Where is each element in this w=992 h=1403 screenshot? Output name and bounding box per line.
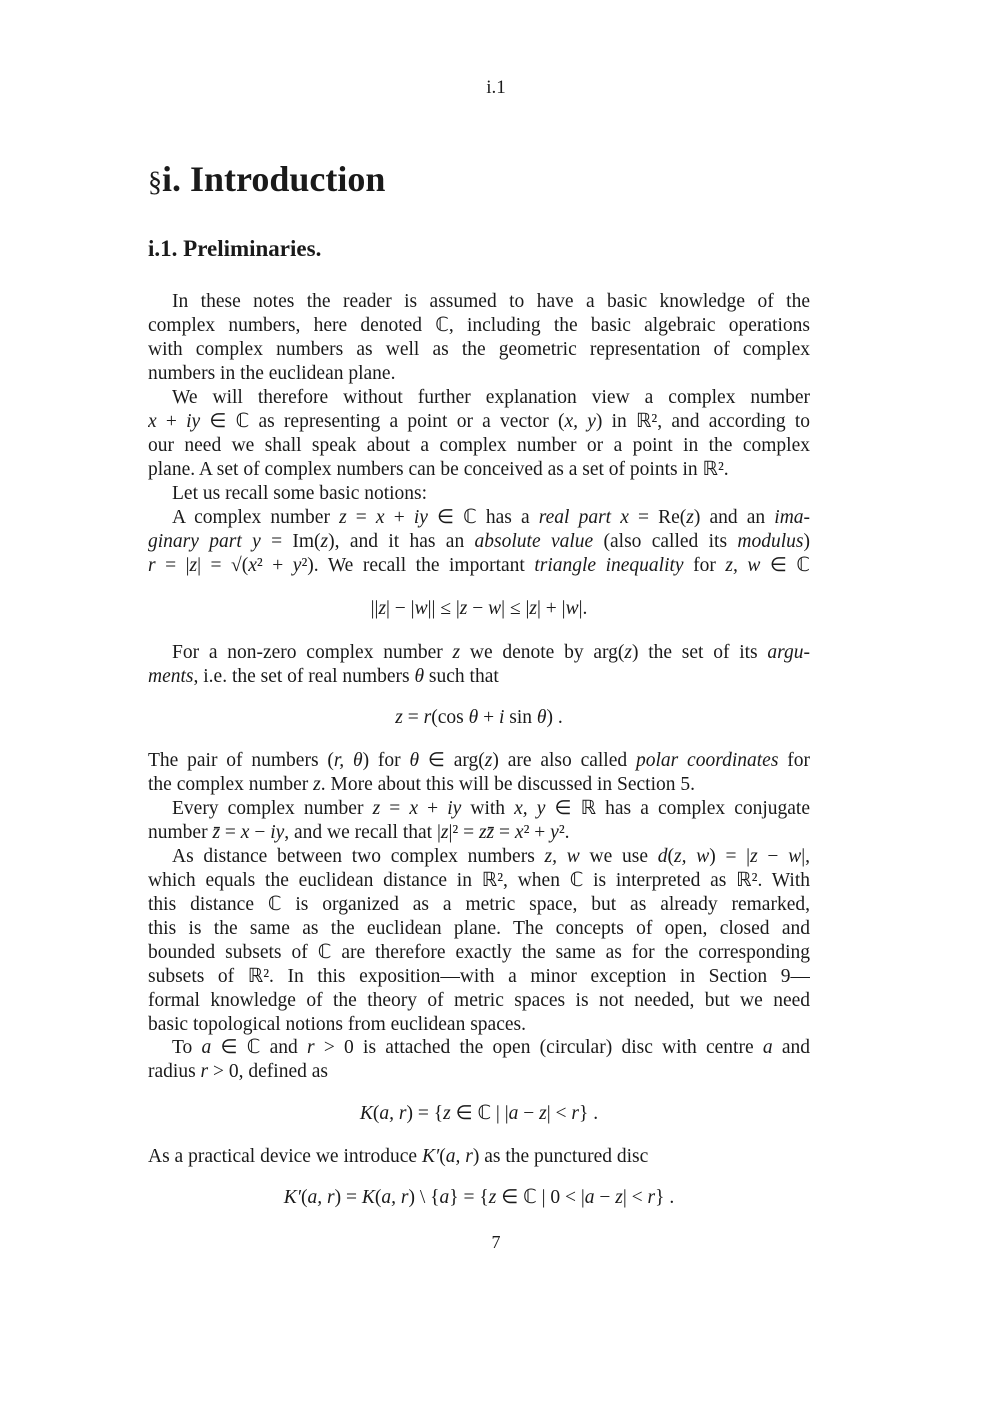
italic-run: zz̄ (478, 822, 495, 843)
italic-run: x (148, 411, 157, 432)
text-run: ∈ ℂ and (211, 1037, 307, 1058)
text-line (148, 749, 810, 773)
display-equation (148, 1186, 810, 1210)
text-run: ) (803, 531, 810, 552)
text-run: ∈ ℝ has a complex conjugate (545, 798, 810, 819)
italic-run: r, θ (333, 750, 363, 771)
text-line (148, 482, 810, 506)
text-run: | − | (386, 598, 415, 619)
italic-run: a (584, 1187, 595, 1208)
italic-run: z (459, 598, 468, 619)
italic-run: r (148, 555, 156, 576)
text-run: = (220, 822, 241, 843)
italic-run: r (647, 1187, 656, 1208)
italic-run: θ (468, 707, 479, 728)
display-equation (148, 706, 810, 730)
italic-run: z (529, 598, 537, 619)
italic-run: z, w (673, 846, 710, 867)
text-run: with complex numbers as well as the geometric representation of complex (148, 339, 810, 360)
italic-run: a, r (307, 1187, 335, 1208)
text-run: } . (578, 1103, 599, 1124)
text-line (148, 989, 810, 1013)
chapter-title-text: i. Introduction (162, 159, 386, 199)
text-line (148, 773, 810, 797)
text-run: such that (424, 666, 499, 687)
text-line (148, 386, 810, 410)
text-line (148, 941, 810, 965)
text-run: > 0, defined as (208, 1061, 328, 1082)
italic-run: z (686, 507, 694, 528)
text-run: | = √( (197, 555, 249, 576)
italic-run: K (361, 1187, 375, 1208)
text-line (148, 530, 810, 554)
text-line (148, 434, 810, 458)
page-number: 7 (491, 1232, 501, 1252)
text-run: As a practical device we introduce (148, 1146, 422, 1167)
text-run: our need we shall speak about a complex number or a point in the complex (148, 435, 810, 456)
italic-run: d (657, 846, 668, 867)
text-line (148, 458, 810, 482)
text-run: the complex number (148, 774, 314, 795)
text-run: and (772, 1037, 810, 1058)
italic-run: argu- (767, 642, 810, 663)
text-run: | ≤ | (501, 598, 530, 619)
text-line (148, 917, 810, 941)
italic-run: y (292, 555, 302, 576)
text-line (148, 1013, 810, 1037)
section-title: i.1. Preliminaries. (148, 236, 322, 261)
text-run: = (380, 798, 410, 819)
text-run: ) the set of its (631, 642, 768, 663)
italic-run: y (550, 822, 559, 843)
italic-run: ments (148, 666, 194, 687)
italic-run: a, r (381, 1187, 409, 1208)
text-run: ) = | (709, 846, 751, 867)
italic-run: x (248, 555, 257, 576)
text-run: with (461, 798, 515, 819)
text-run: = | (155, 555, 190, 576)
text-run: ( (667, 846, 674, 867)
text-run: − (594, 1187, 616, 1208)
text-run: ( (301, 1187, 308, 1208)
text-run: we denote by arg( (460, 642, 625, 663)
italic-run: z (378, 598, 387, 619)
text-run: || ≤ | (427, 598, 460, 619)
text-run: |, (801, 846, 810, 867)
text-line (148, 893, 810, 917)
text-run: |² = (448, 822, 479, 843)
italic-run: z, w (544, 846, 580, 867)
italic-run: K′ (283, 1187, 302, 1208)
italic-run: z (440, 822, 449, 843)
italic-run: z (395, 707, 403, 728)
italic-run: r (571, 1103, 579, 1124)
italic-run: real part x (538, 507, 629, 528)
text-run: radius (148, 1061, 201, 1082)
italic-run: modulus (737, 531, 804, 552)
text-run: For a non-zero complex number (172, 642, 453, 663)
text-line (148, 362, 810, 386)
text-run: this distance ℂ is organized as a metric space, but as already remarked, (148, 894, 810, 915)
italic-run: z (313, 774, 321, 795)
text-run: bounded subsets of ℂ are therefore exactly the same as for the corresponding (148, 942, 810, 963)
text-run: = (494, 822, 515, 843)
italic-run: a (201, 1037, 212, 1058)
italic-run: iy (186, 411, 201, 432)
italic-run: z̄ (212, 822, 221, 843)
text-line (148, 869, 810, 893)
italic-run: z (320, 531, 329, 552)
text-run: ∈ ℂ as representing a point or a vector ( (200, 411, 565, 432)
text-run: ∈ ℂ has a (427, 507, 539, 528)
italic-run: K′ (421, 1146, 440, 1167)
text-run: − (249, 822, 271, 843)
text-run: for (778, 750, 810, 771)
text-run: ) . (546, 707, 563, 728)
italic-run: polar coordinates (635, 750, 779, 771)
text-run: we use (579, 846, 658, 867)
italic-run: x (375, 507, 385, 528)
text-run: ) = { (406, 1103, 444, 1124)
italic-run: iy (270, 822, 285, 843)
text-run: , i.e. the set of real numbers (193, 666, 415, 687)
italic-run: θ (536, 707, 547, 728)
text-run: − (757, 846, 789, 867)
italic-run: x, y (564, 411, 596, 432)
italic-run: z (615, 1187, 623, 1208)
italic-run: x (409, 798, 418, 819)
text-run: , and we recall that | (284, 822, 441, 843)
italic-run: x, y (514, 798, 546, 819)
text-line (148, 821, 810, 845)
italic-run: a (762, 1037, 773, 1058)
italic-run: z (539, 1103, 547, 1124)
text-line (148, 554, 810, 578)
italic-run: x (514, 822, 524, 843)
text-run: = (346, 507, 376, 528)
italic-run: z, w (725, 555, 761, 576)
text-run: To (172, 1037, 202, 1058)
text-run: ²). We recall the important (301, 555, 535, 576)
text-run: We will therefore without further explanation view a complex number (172, 387, 810, 408)
italic-run: i (498, 707, 505, 728)
italic-run: r (423, 707, 432, 728)
text-line (148, 641, 810, 665)
italic-run: absolute value (474, 531, 594, 552)
text-run: (also called its (593, 531, 738, 552)
text-run: > 0 is attached the open (circular) disc with centre (314, 1037, 763, 1058)
text-run: Let us recall some basic notions: (172, 483, 428, 504)
text-run: + (418, 798, 448, 819)
text-run: Every complex number (172, 798, 373, 819)
text-run: = Re( (628, 507, 687, 528)
text-line (148, 665, 810, 689)
text-run: + (156, 411, 187, 432)
italic-run: z (452, 642, 461, 663)
text-run: (cos (431, 707, 469, 728)
text-run: for (683, 555, 726, 576)
text-run: = Im( (260, 531, 321, 552)
text-run: = (402, 707, 424, 728)
text-run: In these notes the reader is assumed to have a basic knowledge of the (172, 291, 810, 312)
text-run: plane. A set of complex numbers can be conceived as a set of points in ℝ². (148, 459, 729, 480)
italic-run: z (750, 846, 758, 867)
text-run: ². (558, 822, 570, 843)
text-run: ∈ ℂ | 0 < | (496, 1187, 585, 1208)
italic-run: iy (447, 798, 462, 819)
italic-run: z (484, 750, 493, 771)
italic-run: θ (409, 750, 420, 771)
italic-run: w (565, 598, 579, 619)
italic-run: w (414, 598, 428, 619)
text-run: ) \ { (408, 1187, 440, 1208)
italic-run: ima- (774, 507, 810, 528)
text-run: ∈ arg( (419, 750, 485, 771)
text-run: ² + (523, 822, 551, 843)
italic-run: w (788, 846, 802, 867)
italic-run: z (372, 798, 381, 819)
text-line (148, 290, 810, 314)
chapter-title (148, 158, 385, 200)
italic-run: K (359, 1103, 373, 1124)
text-line (148, 797, 810, 821)
text-run: numbers in the euclidean plane. (148, 363, 396, 384)
text-line (148, 845, 810, 869)
text-run: ), and it has an (328, 531, 475, 552)
text-run: number (148, 822, 213, 843)
text-line (148, 965, 810, 989)
text-run: complex numbers, here denoted ℂ, including the basic algebraic operations (148, 315, 810, 336)
text-run: ) as the punctured disc (472, 1146, 649, 1167)
text-line (148, 506, 810, 530)
text-run: The pair of numbers ( (148, 750, 334, 771)
section-symbol: § (148, 167, 162, 198)
italic-run: x (240, 822, 250, 843)
text-run: | < (622, 1187, 648, 1208)
text-run: } . (655, 1187, 675, 1208)
text-line (148, 314, 810, 338)
display-equation (148, 597, 810, 621)
italic-run: triangle inequality (534, 555, 684, 576)
italic-run: θ (414, 666, 425, 687)
text-run: As distance between two complex numbers (172, 846, 545, 867)
text-run: ( (439, 1146, 446, 1167)
italic-run: z (488, 1187, 497, 1208)
italic-run: r (307, 1037, 315, 1058)
text-run: ∈ ℂ (760, 555, 810, 576)
text-run: |. (578, 598, 588, 619)
italic-run: a, r (379, 1103, 407, 1124)
text-run: which equals the euclidean distance in ℝ², when ℂ is interpreted as ℝ². With (148, 870, 810, 891)
text-run: this is the same as the euclidean plane. The concepts of open, closed and (148, 918, 810, 939)
text-run: subsets of ℝ². In this exposition—with a minor exception in Section 9— (148, 966, 810, 987)
text-run: A complex number (172, 507, 340, 528)
display-equation (148, 1102, 810, 1126)
text-run: ( (374, 1187, 382, 1208)
text-run: . More about this will be discussed in Section 5. (320, 774, 696, 795)
text-line (148, 1060, 810, 1084)
running-head: i.1 (486, 77, 506, 98)
italic-run: a, r (445, 1146, 473, 1167)
text-run: + (478, 707, 499, 728)
text-run: ) are also called (492, 750, 636, 771)
text-run: + (384, 507, 414, 528)
italic-run: r (200, 1061, 209, 1082)
italic-run: z (339, 507, 347, 528)
italic-run: z (624, 642, 632, 663)
italic-run: iy (413, 507, 428, 528)
italic-run: w (488, 598, 502, 619)
text-run: − (518, 1103, 540, 1124)
text-line (148, 338, 810, 362)
text-run: ∈ ℂ | | (450, 1103, 509, 1124)
italic-run: a (508, 1103, 519, 1124)
text-run: | + | (537, 598, 566, 619)
text-run: | < (546, 1103, 572, 1124)
text-line (148, 1036, 810, 1060)
text-run: ( (372, 1103, 380, 1124)
italic-run: z (189, 555, 198, 576)
italic-run: z (443, 1103, 451, 1124)
text-run: || (370, 598, 379, 619)
text-run: } = { (449, 1187, 489, 1208)
text-run: sin (504, 707, 537, 728)
text-line (148, 410, 810, 434)
text-run: formal knowledge of the theory of metric spaces is not needed, but we need (148, 990, 810, 1011)
text-run: − (467, 598, 489, 619)
italic-run: a (439, 1187, 450, 1208)
text-run: ) = (334, 1187, 362, 1208)
text-run: ) for (362, 750, 410, 771)
text-run: basic topological notions from euclidean spaces. (148, 1014, 526, 1035)
italic-run: ginary part y (148, 531, 261, 552)
text-run: ² + (256, 555, 293, 576)
text-line (148, 1145, 810, 1169)
text-run: ) and an (693, 507, 775, 528)
text-run: ) in ℝ², and according to (595, 411, 810, 432)
